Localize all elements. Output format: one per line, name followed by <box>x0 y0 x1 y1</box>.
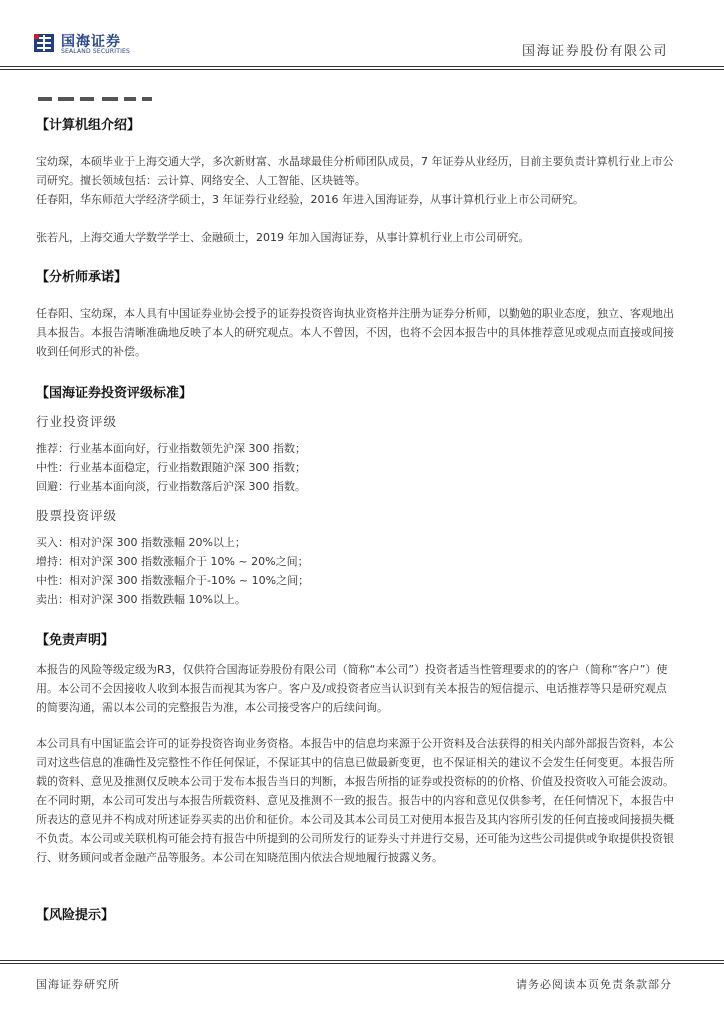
section-title-pledge: 【分析师承诺】 <box>36 270 128 285</box>
section-title-risk: 【风险提示】 <box>36 908 115 923</box>
company-logo <box>33 32 153 60</box>
stock-rating-item: 增持：相对沪深 300 指数涨幅介于 10% ~ 20%之间； <box>36 555 309 568</box>
team-member-3: 张若凡，上海交通大学数学学士、金融硕士，2019 年加入国海证券，从事计算机行业上市公司研究。 <box>36 231 530 244</box>
industry-rating-item: 推荐：行业基本面向好，行业指数领先沪深 300 指数； <box>36 442 306 455</box>
clipped-text-fragment <box>32 97 152 105</box>
footer-notice: 请务必阅读本页免责条款部分 <box>516 978 672 991</box>
header-divider-thin <box>0 69 724 70</box>
company-name: 国海证券股份有限公司 <box>521 44 668 59</box>
team-member-2: 任春阳，华东师范大学经济学硕士，3 年证券行业经验，2016 年进入国海证券，从事计算机行业上市公司研究。 <box>36 193 584 206</box>
footer-divider <box>0 960 724 961</box>
team-member-1: 宝幼琛，本硕毕业于上海交通大学，多次新财富、水晶球最佳分析师团队成员，7 年证券从业经历，目前主要负责计算机行业上市公司研究。擅长领域包括：云计算、网络安全、人工智能、区块链等。 <box>36 155 674 187</box>
disclaimer-paragraph-2: 本公司具有中国证监会许可的证券投资咨询业务资格。本报告中的信息均来源于公开资料及合法获得的相关内部外部报告资料，本公司对这些信息的准确性及完整性不作任何保证，不保证其中的信息已做最新变更，也不保证相关的建议不会发生任何变更。本报告所载的资料、意见及推测仅反映本公司于发布本报告当日的判断，本报告所指的证券或投资标的的价格、价值及投资收入可能会波动。在不同时期，本公司可发出与本报告所载资料、意见及推测不一致的报告。报告中的内容和意见仅供参考，在任何情况下，本报告中所表达的意见并不构成对所述证券买卖的出价和征价。本公司及其本公司员工对使用本报告及其内容所引发的任何直接或间接损失概不负责。本公司或关联机构可能会持有报告中所提到的公司所发行的证券头寸并进行交易，还可能为这些公司提供或争取提供投资银行、财务顾问或者金融产品等服务。本公司在知晓范围内依法合规地履行披露义务。 <box>36 737 674 864</box>
stock-rating-item: 中性：相对沪深 300 指数涨幅介于-10% ~ 10%之间； <box>36 574 310 587</box>
industry-rating-item: 回避：行业基本面向淡，行业指数落后沪深 300 指数。 <box>36 480 306 493</box>
sealand-logo-icon <box>33 32 55 54</box>
section-title-team: 【计算机组介绍】 <box>36 118 141 133</box>
logo-text-en: SEALAND SECURITIES <box>61 48 131 55</box>
section-title-disclaimer: 【免责声明】 <box>36 633 115 648</box>
footer-institute: 国海证券研究所 <box>36 978 120 991</box>
industry-rating-item: 中性：行业基本面稳定，行业指数跟随沪深 300 指数； <box>36 461 306 474</box>
stock-rating-item: 卖出：相对沪深 300 指数跌幅 10%以上。 <box>36 593 246 606</box>
industry-rating-title: 行业投资评级 <box>36 414 118 429</box>
disclaimer-paragraph-1: 本报告的风险等级定级为R3，仅供符合国海证券股份有限公司（简称“本公司”）投资者适当性管理要求的的客户（简称“客户”）使用。本公司不会因接收人收到本报告而视其为客户。客户及/或投资者应当认识到有关本报告的短信提示、电话推荐等只是研究观点的简要沟通，需以本公司的完整报告为准，本公司接受客户的后续问询。 <box>36 663 668 714</box>
page-header <box>0 0 724 66</box>
footer-divider-thin <box>0 963 724 964</box>
stock-rating-item: 买入：相对沪深 300 指数涨幅 20%以上； <box>36 536 246 549</box>
stock-rating-title: 股票投资评级 <box>36 508 118 523</box>
section-title-rating: 【国海证券投资评级标准】 <box>36 386 193 401</box>
logo-text-cn: 国海证券 <box>61 34 121 50</box>
pledge-text: 任春阳、宝幼琛，本人具有中国证券业协会授予的证券投资咨询执业资格并注册为证券分析师，以勤勉的职业态度，独立、客观地出具本报告。本报告清晰准确地反映了本人的研究观点。本人不曾因，不因，也将不会因本报告中的具体推荐意见或观点而直接或间接收到任何形式的补偿。 <box>36 307 674 358</box>
header-divider <box>0 66 724 67</box>
